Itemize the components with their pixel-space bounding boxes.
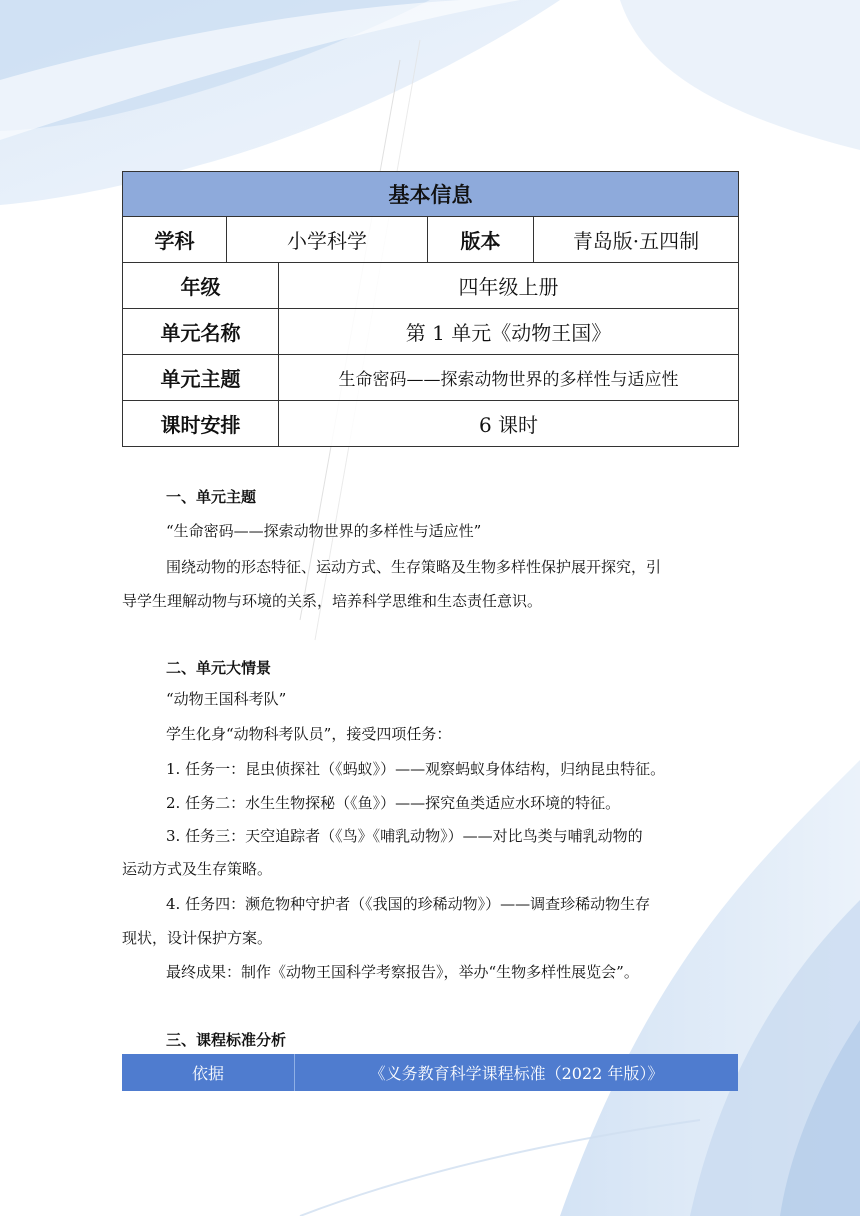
unit-theme-label: 单元主题 — [123, 355, 279, 401]
subject-label: 学科 — [123, 217, 227, 263]
unit-theme-value: 生命密码——探索动物世界的多样性与适应性 — [279, 355, 739, 401]
subject-value: 小学科学 — [227, 217, 428, 263]
section1-heading: 一、单元主题 — [166, 488, 257, 506]
grade-label: 年级 — [123, 263, 279, 309]
edition-label: 版本 — [428, 217, 534, 263]
section1-para-line2: 导学生理解动物与环境的关系，培养科学思维和生态责任意识。 — [122, 592, 543, 610]
task3-line1: 3. 任务三：天空追踪者（《鸟》《哺乳动物》）——对比鸟类与哺乳动物的 — [166, 827, 643, 845]
basis-value: 《义务教育科学课程标准（2022 年版）》 — [369, 1064, 664, 1083]
basis-label: 依据 — [122, 1054, 295, 1091]
section3-heading: 三、课程标准分析 — [166, 1031, 287, 1049]
section1-para-line1: 围绕动物的形态特征、运动方式、生存策略及生物多样性保护展开探究，引 — [166, 558, 662, 576]
unit-name-value: 第 1 单元《动物王国》 — [279, 309, 739, 355]
task1: 1. 任务一：昆虫侦探社（《蚂蚁》）——观察蚂蚁身体结构，归纳昆虫特征。 — [166, 760, 666, 778]
task2: 2. 任务二：水生生物探秘（《鱼》）——探究鱼类适应水环境的特征。 — [166, 794, 621, 812]
hours-value: 6 课时 — [279, 401, 739, 447]
hours-label: 课时安排 — [123, 401, 279, 447]
task4-line2: 现状，设计保护方案。 — [122, 929, 273, 947]
table-title: 基本信息 — [123, 172, 739, 217]
final-outcome: 最终成果：制作《动物王国科学考察报告》，举办“生物多样性展览会”。 — [166, 963, 639, 981]
section2-quote: “动物王国科考队” — [166, 690, 287, 708]
curriculum-standard-header — [122, 1054, 738, 1091]
grade-value: 四年级上册 — [279, 263, 739, 309]
section1-quote: “生命密码——探索动物世界的多样性与适应性” — [166, 522, 482, 540]
edition-value: 青岛版·五四制 — [534, 217, 739, 263]
basic-info-table — [122, 171, 739, 447]
section2-heading: 二、单元大情景 — [166, 659, 272, 677]
unit-name-label: 单元名称 — [123, 309, 279, 355]
task4-line1: 4. 任务四：濒危物种守护者（《我国的珍稀动物》）——调查珍稀动物生存 — [166, 895, 651, 913]
section2-intro: 学生化身“动物科考队员”，接受四项任务： — [166, 725, 452, 743]
task3-line2: 运动方式及生存策略。 — [122, 860, 273, 878]
